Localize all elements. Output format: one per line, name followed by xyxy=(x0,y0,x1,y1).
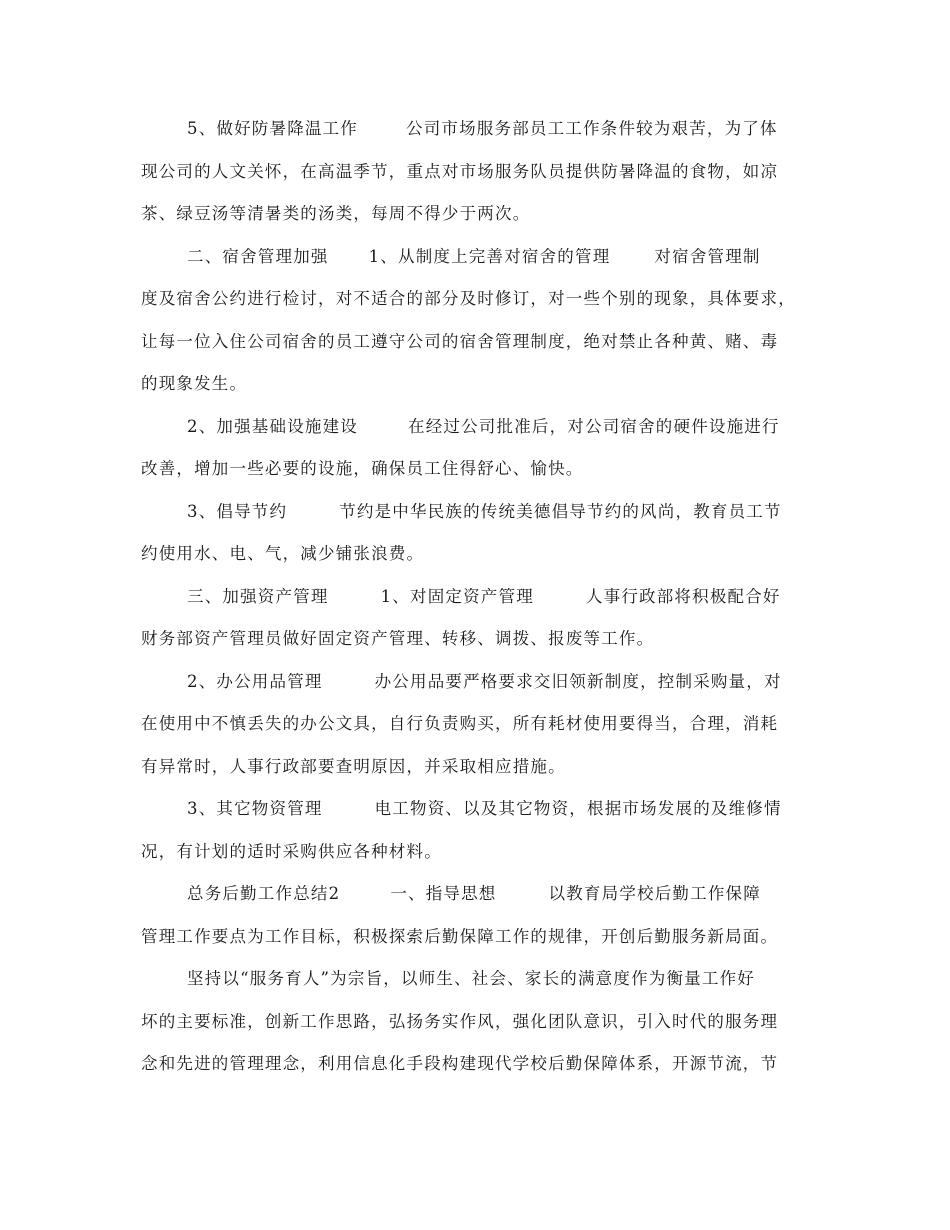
text-segment: 公司市场服务部员工工作条件较为艰苦，为了体 xyxy=(406,119,778,138)
text-line xyxy=(141,831,813,874)
document-body xyxy=(141,108,813,1086)
text-line xyxy=(141,491,813,534)
text-segment: 电工物资、以及其它物资，根据市场发展的及维修情 xyxy=(374,799,782,818)
text-segment: 有异常时，人事行政部要查明原因，并采取相应措施。 xyxy=(141,756,566,776)
text-segment: 1、从制度上完善对宿舍的管理 xyxy=(368,246,611,266)
text-segment: 在使用中不慎丢失的办公文具，自行负责购买，所有耗材使用要得当，合理，消耗 xyxy=(141,714,779,733)
text-segment: 人事行政部将积极配合好 xyxy=(585,586,781,606)
text-line xyxy=(141,916,813,959)
text-line xyxy=(141,618,813,661)
text-line xyxy=(141,108,813,151)
text-line xyxy=(141,321,813,364)
text-segment: 坏的主要标准，创新工作思路，弘扬务实作风，强化团队意识，引入时代的服务理 xyxy=(141,1011,779,1031)
text-line xyxy=(141,448,813,491)
text-line xyxy=(141,363,813,406)
text-segment: 5、做好防暑降温工作 xyxy=(187,119,358,138)
text-segment: 改善，增加一些必要的设施，确保员工住得舒心、愉快。 xyxy=(141,459,584,478)
text-segment: 3、倡导节约 xyxy=(187,501,288,521)
text-segment: 以教育局学校后勤工作保障 xyxy=(548,884,761,903)
text-segment: 办公用品要严格要求交旧领新制度，控制采购量，对 xyxy=(374,671,782,691)
text-line xyxy=(141,1001,813,1044)
text-line xyxy=(141,746,813,789)
text-segment: 二、宿舍管理加强 xyxy=(187,246,329,266)
text-segment: 三、加强资产管理 xyxy=(187,586,329,606)
text-line xyxy=(141,193,813,236)
text-segment: 的现象发生。 xyxy=(141,374,248,393)
text-segment: 财务部资产管理员做好固定资产管理、转移、调拨、报废等工作。 xyxy=(141,629,655,648)
text-segment: 2、加强基础设施建设 xyxy=(187,416,358,436)
text-segment: 况，有计划的适时采购供应各种材料。 xyxy=(141,841,442,861)
text-segment: 让每一位入住公司宿舍的员工遵守公司的宿舍管理制度，绝对禁止各种黄、赌、毒 xyxy=(141,331,779,351)
text-segment: 现公司的人文关怀，在高温季节，重点对市场服务队员提供防暑降温的食物，如凉 xyxy=(141,161,779,181)
text-segment: 念和先进的管理理念，利用信息化手段构建现代学校后勤保障体系，开源节流，节 xyxy=(141,1054,779,1073)
text-segment: 一、指导思想 xyxy=(390,884,497,903)
text-segment: 对宿舍管理制 xyxy=(654,246,761,266)
text-line xyxy=(141,576,813,619)
text-line xyxy=(141,788,813,831)
text-line xyxy=(141,236,813,279)
text-segment: 总务后勤工作总结2 xyxy=(187,884,341,903)
text-line xyxy=(141,703,813,746)
text-line xyxy=(141,1043,813,1086)
text-line xyxy=(141,958,813,1001)
text-line xyxy=(141,533,813,576)
text-segment: 茶、绿豆汤等清暑类的汤类，每周不得少于两次。 xyxy=(141,204,531,223)
text-segment: 坚持以“服务育人”为宗旨，以师生、社会、家长的满意度作为衡量工作好 xyxy=(187,969,755,988)
text-line xyxy=(141,661,813,704)
text-segment: 管理工作要点为工作目标，积极探索后勤保障工作的规律，开创后勤服务新局面。 xyxy=(141,926,779,946)
text-segment: 节约是中华民族的传统美德倡导节约的风尚，教育员工节 xyxy=(339,501,782,521)
text-line xyxy=(141,278,813,321)
text-line xyxy=(141,406,813,449)
text-segment: 1、对固定资产管理 xyxy=(380,586,534,606)
text-segment: 2、办公用品管理 xyxy=(187,671,323,691)
text-segment: 在经过公司批准后，对公司宿舍的硬件设施进行 xyxy=(408,416,780,436)
text-line xyxy=(141,151,813,194)
text-segment: 度及宿舍公约进行检讨，对不适合的部分及时修订，对一些个别的现象，具体要求， xyxy=(141,289,796,308)
text-line xyxy=(141,873,813,916)
text-segment: 3、其它物资管理 xyxy=(187,799,323,818)
text-segment: 约使用水、电、气，减少铺张浪费。 xyxy=(141,544,425,563)
